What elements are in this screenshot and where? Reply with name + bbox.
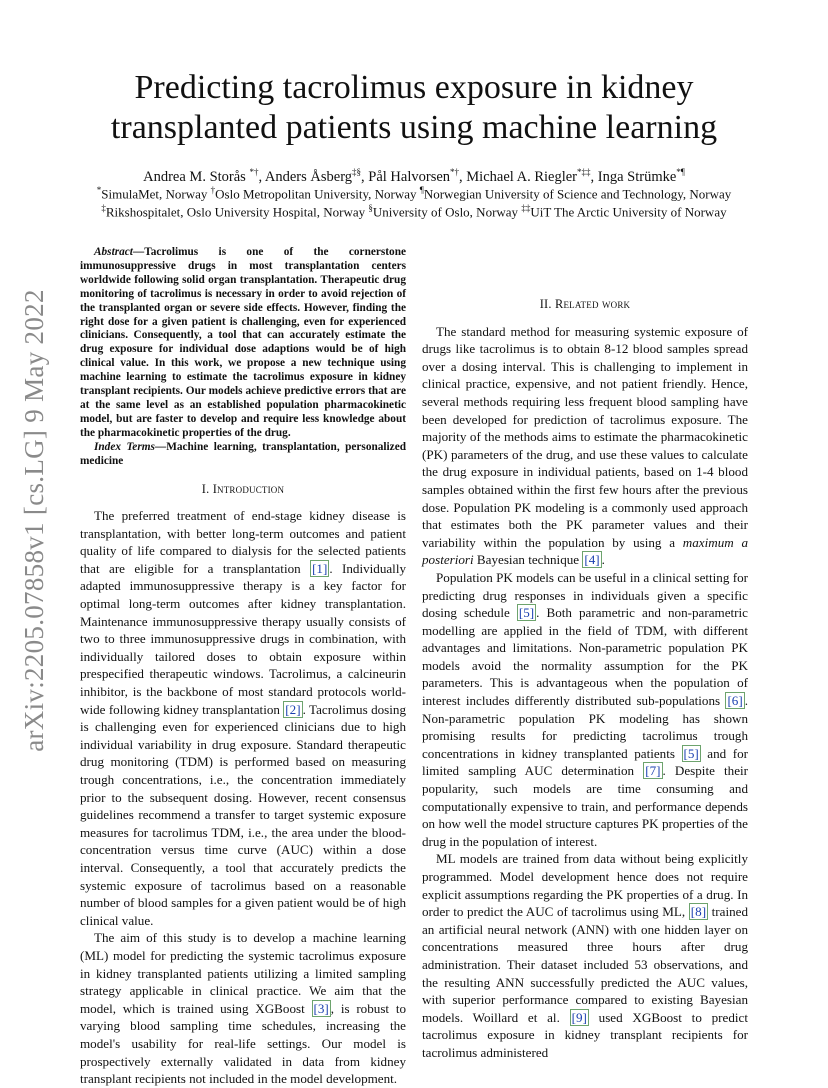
text-run: Bayesian technique [473, 552, 583, 568]
affil-text: UiT The Arctic University of Norway [530, 204, 727, 220]
section-number: I. [201, 481, 213, 496]
left-column [80, 246, 406, 1088]
author-affil-mark: *‡‡ [577, 167, 591, 177]
text-run: The preferred treatment of end-stage kidney disease is transplantation, with better long-term outcomes and patient quality of life compared to dialysis for the selected patients that are eligible for a transplantation [80, 508, 406, 576]
text-run: . [601, 552, 605, 568]
text-run: , is robust to varying blood sampling time schedules, increasing the model's usability for real-life settings. Our model is prospectively externally validated in data from kidney transplant recipients not included in the model development. [80, 1000, 407, 1087]
section-number: II. [539, 297, 555, 311]
index-terms [80, 441, 406, 469]
author-name: , Anders Åsberg [258, 168, 353, 185]
citation-link[interactable]: [1] [312, 560, 328, 576]
affil-text: Norwegian University of Science and Technology, Norway [423, 186, 732, 202]
citation-link[interactable]: [6] [727, 693, 743, 709]
affil-mark: ‡‡ [521, 203, 531, 213]
text-run: Population PK models can be useful in a clinical setting for predicting drug responses in individuals given a specific dosing schedule [422, 569, 748, 621]
affil-text: University of Oslo, Norway [372, 204, 522, 220]
intro-paragraph-1 [80, 507, 406, 929]
intro-paragraph-2 [80, 929, 406, 1087]
citation-link[interactable]: [9] [571, 1009, 587, 1025]
citation-link[interactable]: [5] [518, 605, 535, 621]
citation-link[interactable]: [2] [285, 701, 301, 717]
text-run: . Tacrolimus dosing is challenging even for experienced clinicians due to high individual variability in drug exposure. Standard therapeutic drug monitoring (TDM) is performed based on measuring trough concentrations, i.e., the concentration immediately prior to the subsequent dosing. However, recent consensus guidelines recommend a transfer to target systemic exposure measures for tacrolimus TDM, i.e., the area under the blood-concentration versus time curve (AUC) within a dose interval. Consequently, a tool that accurately predicts the systemic exposure of tacrolimus based on a reasonable number of blood samples for a given patient would be of high clinical value. [80, 701, 406, 928]
title-line-1: Predicting tacrolimus exposure in kidney [134, 69, 694, 106]
author-affil-mark: *¶ [676, 167, 685, 177]
text-run: . Non-parametric population PK modeling has shown promising results for predicting tacrolimus trough concentrations in kidney transplanted patients [422, 693, 748, 761]
index-terms-lead: Index Terms [94, 440, 155, 453]
section-heading-introduction [80, 481, 406, 499]
text-run: . Despite their popularity, such models are time consuming and computationally expensive to train, and performance depends on how well the model structure captures PK properties of the drug in the population of interest. [422, 763, 748, 849]
arxiv-id-text: arXiv:2205.07858v1 [cs.LG] 9 May 2022 [18, 289, 49, 752]
author-name: , Inga Strümke [590, 168, 677, 185]
author-affil-mark: *† [450, 167, 460, 177]
related-paragraph-3 [422, 850, 748, 1061]
related-paragraph-2 [422, 569, 748, 851]
text-run: ML models are trained from data without being explicitly programmed. Model development hence does not require explicit assumptions regarding the PK properties of a drug. In order to predict the AUC of tacrolimus using ML, [422, 851, 748, 920]
affil-mark: † [210, 185, 216, 195]
author-name: , Michael A. Riegler [459, 168, 578, 185]
arxiv-identifier [12, 283, 56, 758]
citation-link[interactable]: [4] [584, 552, 600, 568]
author-affil-mark: ‡§ [352, 167, 362, 177]
citation-link[interactable]: [8] [690, 904, 707, 920]
abstract-lead: Abstract [94, 246, 133, 258]
affil-text: SimulaMet, Norway [101, 186, 211, 202]
affil-text: Oslo Metropolitan University, Norway [215, 186, 420, 202]
section-heading-related-work [422, 296, 748, 314]
citation-link[interactable]: [3] [313, 1000, 329, 1016]
affil-mark: ¶ [419, 185, 424, 195]
section-title: Related work [554, 297, 631, 311]
text-run: . Both parametric and non-parametric modelling are applied in the field of TDM, with different advantages and limitations. Non-parametric population PK models avoid the normality assumption for the PK parameters. This is advantageous when the population of interest includes differently distributed sub-populations [422, 605, 748, 709]
affil-mark: * [96, 185, 102, 195]
index-terms-text: —Machine learning, transplantation, personalized medicine [80, 440, 406, 467]
text-run: trained an artificial neural network (ANN) with one hidden layer on concentrations measured three hours after drug administration. Their dataset included 53 observations, and the resulting ANN successfully predicted the AUC values, with superior performance compared to existing Bayesian models. Woillard et al. [422, 904, 748, 1025]
affil-text: Rikshospitalet, Oslo University Hospital, Norway [105, 204, 369, 220]
italic-run: maximum a posteriori [422, 534, 749, 568]
text-run: and for limited sampling AUC determination [422, 745, 748, 779]
text-run: The aim of this study is to develop a machine learning (ML) model for predicting the systemic tacrolimus exposure in kidney transplanted patients utilizing a limited sampling strategy applicable in clinical practice. We aim that the model, which is trained using XGBoost [80, 930, 406, 1016]
text-run: used XGBoost to predict tacrolimus exposure in kidney transplant recipients for tacrolimus administered [422, 1009, 748, 1060]
title-line-2: transplanted patients using machine learning [110, 109, 718, 146]
affiliations-line-2 [60, 199, 768, 221]
related-paragraph-1 [422, 323, 748, 569]
abstract [80, 246, 406, 441]
section-title: Introduction [212, 481, 285, 496]
text-run: The standard method for measuring systemic exposure of drugs like tacrolimus is to obtain 8-12 blood samples spread over a dosing interval. This is challenging to implement in clinical practice, expensive, and not patient friendly. Hence, several methods requiring less frequent blood sampling have been developed for prediction of tacrolimus exposure. The majority of the methods aims to estimate the pharmacokinetic (PK) parameters of the drug, and use these values to calculate the drug exposure in individual patients, based on 1-4 blood samples obtained within the first few hours after the previous dose. Population PK modeling is a commonly used approach that estimates both the PK parameter values and their variability within the population by using a [422, 323, 748, 550]
citation-link[interactable]: [5] [683, 745, 699, 761]
text-run: . Individually adapted immunosuppressive therapy is a key factor for optimal long-term outcomes after kidney transplantation. Maintenance immunosuppressive therapy usually consists of two to three immunosuppressive drugs in combination, with individually tailored doses to obtain exposure within prespecified therapeutic windows. Tacrolimus, a calcineurin inhibitor, is the backbone of most standard protocols world-wide following kidney transplantation [80, 560, 407, 717]
right-column [422, 246, 748, 1062]
paper-title [80, 68, 748, 148]
author-name: Andrea M. Storås [143, 168, 250, 185]
author-name: , Pål Halvorsen [361, 168, 451, 185]
affil-mark: ‡ [101, 203, 106, 213]
abstract-text: —Tacrolimus is one of the cornerstone immunosuppressive drugs in most transplantation centers worldwide following solid organ transplantation. Therapeutic drug monitoring of tacrolimus is necessary in order to avoid rejection of the transplanted organ or severe side effects. However, finding the right dose for a given patient is challenging, even for experienced clinicians. Consequently, a tool that can accurately estimate the drug exposure for individual dose adaptions would be of high clinical value. In this work, we propose a new technique using machine learning to estimate the tacrolimus exposure in kidney transplant recipients. Our models achieve predictive errors that are at the same level as an established population pharmacokinetic model, but are faster to develop and require less knowledge about the pharmacokinetic properties of the drug. [80, 246, 406, 439]
citation-link[interactable]: [7] [645, 763, 661, 779]
affil-mark: § [368, 203, 373, 213]
author-affil-mark: *† [249, 167, 259, 177]
